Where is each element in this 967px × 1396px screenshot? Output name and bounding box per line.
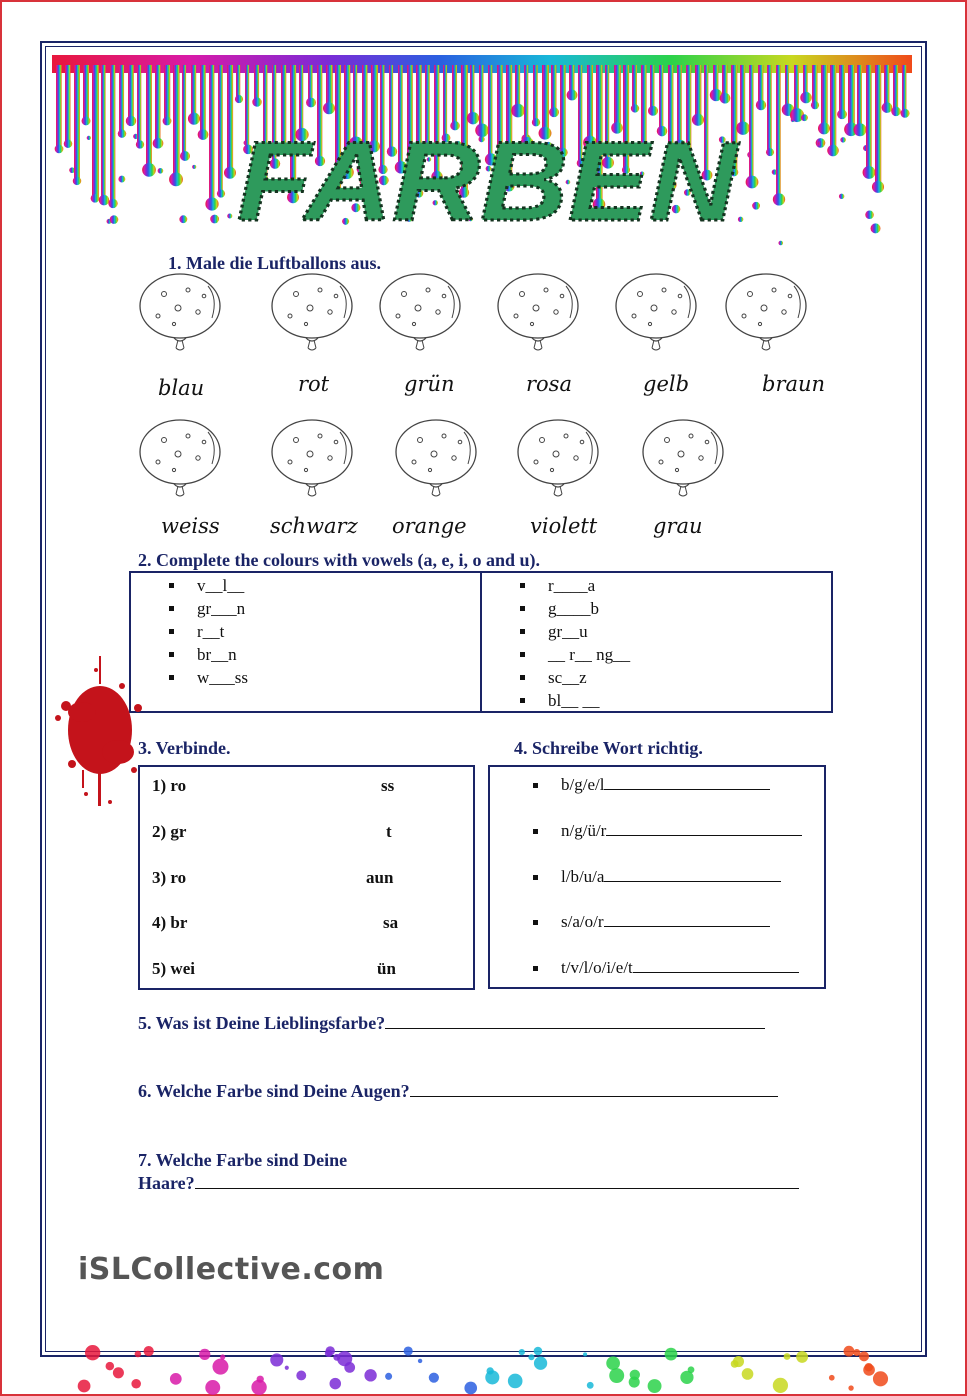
bullet-square [533,783,538,788]
ink-splat-decoration [52,652,148,812]
q7-text: Haare? [138,1173,195,1193]
q3-left-2: 2) gr [152,822,187,841]
q4-item-letters: b/g/e/l [561,775,605,794]
q5 [138,1013,765,1034]
q4-item [561,958,799,978]
q2-right-item: g____b [520,597,630,620]
q3-left-1: 1) ro [152,776,187,795]
color-word-rosa: rosa [526,372,572,396]
bullet-square [533,829,538,834]
q4-item [561,821,802,841]
q3-right-2: t [386,822,392,841]
q2-right-item: sc__z [520,666,630,689]
balloon-icon [641,418,731,502]
q4-answer-line[interactable] [604,867,781,882]
balloon-row2-2[interactable] [270,418,360,502]
balloon-icon [496,272,586,356]
q1-heading: 1. Male die Luftballons aus. [168,253,382,273]
color-word-rot: rot [298,372,330,396]
q3-left-4: 4) br [152,913,188,932]
q2-left-item: gr___n [169,597,248,620]
q5-answer-line[interactable] [385,1014,765,1029]
q3-left-5: 5) wei [152,959,195,978]
q2-right-item: __ r__ ng__ [520,643,630,666]
balloon-row1-4[interactable] [496,272,586,356]
balloon-row1-2[interactable] [270,272,360,356]
q2-table-divider [480,571,482,713]
q4-item [561,912,770,932]
balloon-icon [614,272,704,356]
q6-answer-line[interactable] [410,1082,778,1097]
q2-heading: 2. Complete the colours with vowels (a, e, i, o and u). [138,550,540,570]
balloon-row1-6[interactable] [724,272,814,356]
q2-left-item: v__l__ [169,574,248,597]
q2-left-item: br__n [169,643,248,666]
q6 [138,1081,778,1102]
svg-text:FARBEN: FARBEN [237,120,740,230]
q3-right-1: ss [381,776,395,795]
balloon-icon [138,272,228,356]
q3-left-3: 3) ro [152,868,187,887]
balloon-row2-1[interactable] [138,418,228,502]
q4-heading: 4. Schreibe Wort richtig. [514,738,703,758]
q3-right-4: sa [383,913,399,932]
color-word-gelb: gelb [643,372,690,396]
color-word-braun: braun [762,372,826,396]
q4-answer-line[interactable] [604,775,770,790]
q2-right-item: gr__u [520,620,630,643]
q7-line1: 7. Welche Farbe sind Deine [138,1150,348,1170]
bullet-square [533,875,538,880]
page-title [225,120,745,230]
balloon-row2-5[interactable] [641,418,731,502]
q2-left-item: r__t [169,620,248,643]
bullet-square [533,966,538,971]
q3-box [138,765,475,990]
footer-paint-drops [50,1330,920,1396]
balloon-icon [724,272,814,356]
balloon-icon [378,272,468,356]
q5-text: 5. Was ist Deine Lieblingsfarbe? [138,1013,386,1033]
balloon-icon [270,272,360,356]
q4-item-letters: s/a/o/r [561,912,604,931]
q4-item [561,867,781,887]
q3-right-5: ün [377,959,396,978]
q7 [138,1173,799,1194]
q3-heading: 3. Verbinde. [138,738,231,758]
q4-item-letters: t/v/l/o/i/e/t [561,958,633,977]
balloon-row1-1[interactable] [138,272,228,356]
q2-right-item: r____a [520,574,630,597]
balloon-icon [394,418,484,502]
balloon-row1-3[interactable] [378,272,468,356]
q2-right-item: bl__ __ [520,689,630,712]
balloon-row1-5[interactable] [614,272,704,356]
color-word-gruen: grün [404,372,455,396]
color-word-grau: grau [653,514,703,538]
q4-answer-line[interactable] [604,912,770,927]
q7-answer-line[interactable] [195,1174,799,1189]
balloon-row2-3[interactable] [394,418,484,502]
color-word-violett: violett [530,514,598,538]
balloon-row2-4[interactable] [516,418,606,502]
q3-right-3: aun [366,868,394,887]
bullet-square [533,920,538,925]
q4-answer-line[interactable] [633,958,799,973]
color-word-orange: orange [392,514,467,538]
color-word-weiss: weiss [161,514,220,538]
q4-answer-line[interactable] [606,821,802,836]
color-word-blau: blau [158,376,205,400]
q2-left-item: w___ss [169,666,248,689]
q6-text: 6. Welche Farbe sind Deine Augen? [138,1081,410,1101]
balloon-icon [270,418,360,502]
q4-item-letters: n/g/ü/r [561,821,607,840]
balloon-icon [138,418,228,502]
color-word-schwarz: schwarz [270,514,358,538]
watermark-logo: iSLCollective.com [78,1252,385,1287]
q2-left-list [169,574,248,689]
q4-item [561,775,770,795]
q2-right-list [520,574,630,712]
q4-item-letters: l/b/u/a [561,867,605,886]
balloon-icon [516,418,606,502]
